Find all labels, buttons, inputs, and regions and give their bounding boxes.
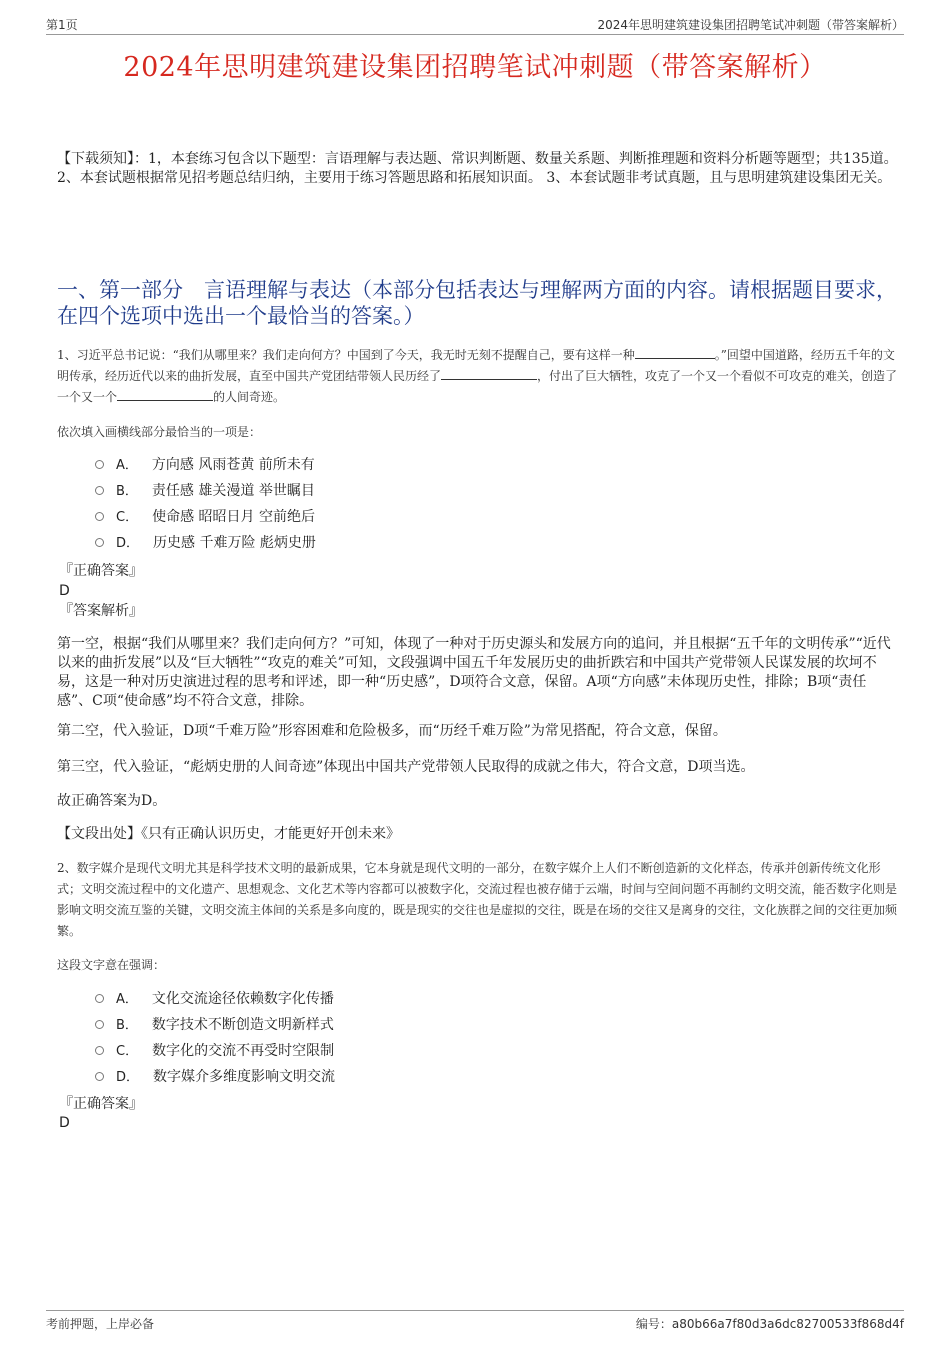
answer-label: 『正确答案』 xyxy=(59,1096,143,1112)
source-citation: 【文段出处】《只有正确认识历史，才能更好开创未来》 xyxy=(57,826,400,842)
blank-3 xyxy=(117,388,213,401)
option-a[interactable]: A． 方向感 风雨苍黄 前所未有 xyxy=(95,452,316,478)
question-1-text: 1、习近平总书记说：“我们从哪里来？我们走向何方？中国到了今天，我无时无刻不提醒自己，要有这样一种 。”回望中国道路，经历五千年的文明传承，经历近代以来的曲折发展，直至中国共产党团结带领人民历经了 ，付出了巨大牺牲，攻克了一个又一个看似不可攻克的难关，创造了一个又一个 的人间奇迹。 xyxy=(57,348,898,404)
question-2-text: 2、数字媒介是现代文明尤其是科学技术文明的最新成果，它本身就是现代文明的一部分，在数字媒介上人们不断创造新的文化样态，传承并创新传统文化形式；文明交流过程中的文化遗产、思想观念、文化艺术等内容都可以被数字化，交流过程也被存储于云端，时间与空间问题不再制约文明交流，能否数字化则是影响文明交流互鉴的关键，文明交流主体间的关系是多向度的，既是现实的交往也是虚拟的交往，既是在场的交往又是离身的交往，文化族群之间的交往更加频繁。 xyxy=(57,861,898,938)
footer-slogan: 考前押题，上岸必备 xyxy=(46,1317,155,1331)
header-doc-title: 2024年思明建筑建设集团招聘笔试冲刺题（带答案解析） xyxy=(597,18,904,32)
analysis-label: 『答案解析』 xyxy=(59,603,143,619)
radio-icon[interactable] xyxy=(95,512,104,521)
question-2-prompt: 这段文字意在强调： xyxy=(57,958,166,972)
radio-icon[interactable] xyxy=(95,1046,104,1055)
option-b[interactable]: B． 数字技术不断创造文明新样式 xyxy=(95,1012,335,1038)
option-b[interactable]: B． 责任感 雄关漫道 举世瞩目 xyxy=(95,478,316,504)
answer-label: 『正确答案』 xyxy=(59,563,143,579)
blank-1 xyxy=(635,346,715,359)
analysis-paragraph-4: 故正确答案为D。 xyxy=(57,793,167,809)
download-notice: 【下载须知】：1，本套练习包含以下题型：言语理解与表达题、常识判断题、数量关系题、判断推理题和资料分析题等题型；共135道。 2、本套试题根据常见招考题总结归纳，主要用于练习答题思路和拓展知识面。 3、本套试题非考试真题，且与思明建筑建设集团无关。 xyxy=(57,151,898,186)
question-1-prompt: 依次填入画横线部分最恰当的一项是： xyxy=(57,425,262,439)
radio-icon[interactable] xyxy=(95,994,104,1003)
option-c[interactable]: C． 数字化的交流不再受时空限制 xyxy=(95,1038,335,1064)
analysis-paragraph-2: 第二空，代入验证，D项“千难万险”形容困难和危险极多，而“历经千难万险”为常见搭配，符合文意，保留。 xyxy=(57,723,727,739)
blank-2 xyxy=(441,367,537,380)
page-number: 第1页 xyxy=(46,18,78,32)
document-title: 2024年思明建筑建设集团招聘笔试冲刺题（带答案解析） xyxy=(123,52,827,83)
page-footer xyxy=(46,1310,904,1335)
option-d[interactable]: D． 历史感 千难万险 彪炳史册 xyxy=(95,530,316,556)
option-c[interactable]: C． 使命感 昭昭日月 空前绝后 xyxy=(95,504,316,530)
analysis-paragraph-1: 第一空，根据“我们从哪里来？我们走向何方？”可知，体现了一种对于历史源头和发展方向的追问，并且根据“五千年的文明传承”“近代以来的曲折发展”以及“巨大牺牲”“攻克的难关”可知，文段强调中国五千年发展历史的曲折跌宕和中国共产党带领人民谋发展的坎坷不易，这是一种对历史演进过程的思考和评述，即一种“历史感”，D项符合文意，保留。A项“方向感”未体现历史性，排除；B项“责任感”、C项“使命感”均不符合文意，排除。 xyxy=(57,636,891,709)
radio-icon[interactable] xyxy=(95,460,104,469)
analysis-paragraph-3: 第三空，代入验证，“彪炳史册的人间奇迹”体现出中国共产党带领人民取得的成就之伟大，符合文意，D项当选。 xyxy=(57,759,755,775)
question-1-options xyxy=(95,452,316,556)
radio-icon[interactable] xyxy=(95,538,104,547)
option-d[interactable]: D． 数字媒介多维度影响文明交流 xyxy=(95,1064,335,1090)
answer-value: D xyxy=(59,1115,70,1131)
option-a[interactable]: A． 文化交流途径依赖数字化传播 xyxy=(95,986,335,1012)
section-title: 一、第一部分 言语理解与表达（本部分包括表达与理解两方面的内容。请根据题目要求，在四个选项中选出一个最恰当的答案。） xyxy=(57,278,897,328)
radio-icon[interactable] xyxy=(95,1072,104,1081)
document-code: 编号：a80b66a7f80d3a6dc82700533f868d4f xyxy=(635,1317,904,1331)
answer-value: D xyxy=(59,583,70,599)
question-2-options xyxy=(95,986,335,1090)
radio-icon[interactable] xyxy=(95,1020,104,1029)
page-header xyxy=(46,14,904,35)
radio-icon[interactable] xyxy=(95,486,104,495)
